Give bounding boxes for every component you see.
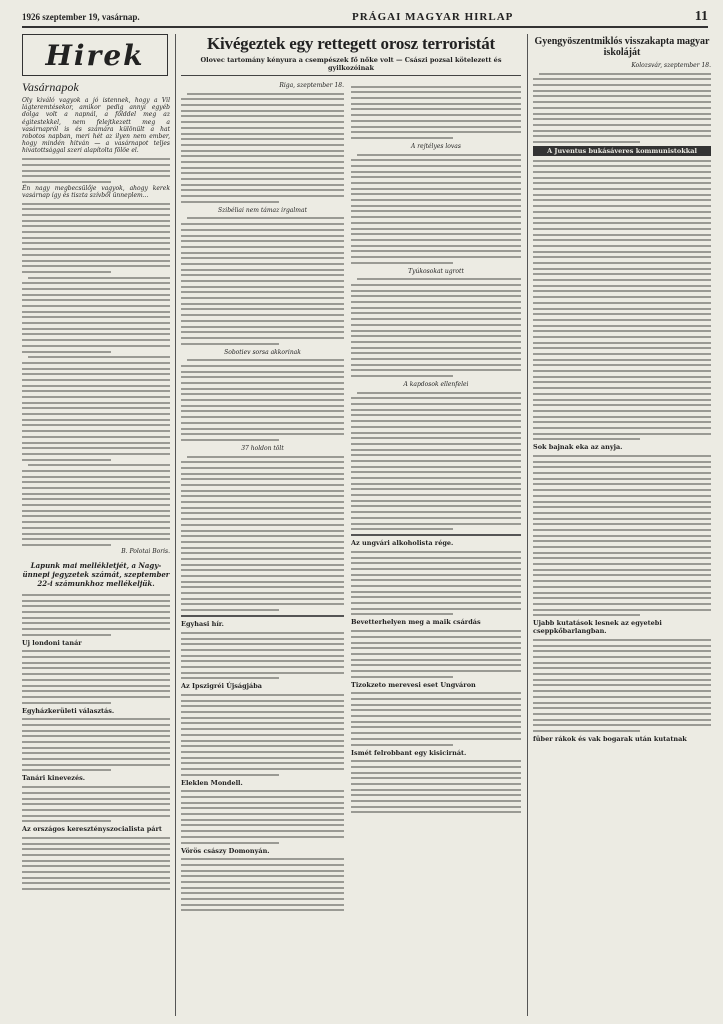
column-hirek	[22, 34, 170, 1016]
column-rule	[175, 34, 176, 1016]
news-item-title: Ujabb kutatások lesnek az egyetebi cseppkőbarlangban.	[533, 619, 662, 636]
article-subhead: A kapdosok ellenfelei	[403, 381, 469, 388]
news-item-title: Az Ipszigréi Újságjába	[181, 682, 262, 691]
news-item-title: Ismét felrobbant egy kisicirnát.	[351, 748, 467, 757]
column-lead-continued	[351, 82, 521, 1016]
news-item-title: Az ungvári alkoholista rége.	[351, 539, 454, 548]
news-item-title: Az országos keresztényszocialista párt	[22, 825, 162, 834]
text-block	[351, 86, 521, 139]
lead-article-headline	[181, 34, 521, 76]
text-block	[351, 630, 521, 678]
feature-signature: B. Polotai Boris.	[121, 547, 170, 555]
text-block	[22, 203, 170, 546]
divider	[181, 615, 344, 617]
text-block	[22, 650, 170, 703]
issue-date: 1926 szeptember 19, vasárnap.	[22, 12, 140, 22]
text-block	[533, 639, 711, 732]
article-subhead: Tyúkosokat ugrott	[408, 267, 464, 275]
dateline: Riga, szeptember 18.	[279, 82, 344, 89]
text-block	[351, 760, 521, 813]
text-block	[533, 73, 711, 143]
news-item-title: Bevetterhelyen meg a maik csárdás	[351, 618, 481, 627]
closing-line: füber rákok és vak bogarak után kutatnak	[533, 734, 687, 743]
article-subhead: Sobotiev sorsa akkorinak	[224, 348, 301, 356]
news-item-title: Sok bajnak eka az anyja.	[533, 443, 623, 452]
text-block	[22, 594, 170, 636]
text-block	[181, 858, 344, 911]
feature-paragraph: Oly kiváló vagyok a jó istennek, hogy a Vil lágteremtésekor, amikor pedig annyi egyéb dolga volt a napnál, a földdel meg az égitestekkel, nem felejtkezett meg a vasárnapról is és számára különült a hat robotos napban, meri hét az ilyen nem ember, hogy mindén hitván — a vasárnapot teljes hivatottsággal szeri alapítolta fölöe el.	[22, 97, 170, 155]
divider	[181, 75, 521, 76]
feature-paragraph: Én nagy megbecsülője vagyok, ahogy kerek vasárnap így és tiszta szívből ünneplem...	[22, 184, 170, 199]
text-block	[351, 692, 521, 745]
news-item-title: Tizokzeto merevesi eset Ungváron	[351, 680, 476, 689]
column-right	[533, 34, 711, 1016]
headline-deck: Olovec tartomány kényura a csempészek fő nőke volt — Császi pozsal kötelezett és gyilkozóinak	[200, 56, 502, 72]
text-block	[533, 160, 711, 441]
text-block	[351, 392, 521, 531]
page-number: 11	[694, 9, 708, 24]
supplement-note: Lapunk mai mellékletjét, a Nagy-ünnepi jegyzetek számát, szeptember 22-i számunkhoz mellékeljük.	[22, 560, 170, 588]
article-subhead: 37 holdon tölt	[241, 444, 284, 452]
article-headline: Gyengyöszentmiklós visszakapta magyar iskoláját	[534, 36, 710, 58]
text-block	[351, 278, 521, 377]
text-block	[351, 551, 521, 616]
text-block	[181, 790, 344, 843]
news-item-title: Eleklen Mondell.	[181, 778, 243, 787]
article-subhead: Szibéliai nem támaz irgalmat	[218, 206, 307, 214]
text-block	[22, 718, 170, 771]
page-header	[22, 9, 708, 28]
section-logo	[22, 34, 168, 76]
news-item-title: Tanári kinevezés.	[22, 774, 86, 783]
divider	[351, 534, 521, 536]
news-item-title: Uj londoni tanár	[22, 638, 82, 647]
article-subhead: A rejtélyes lovas	[411, 142, 461, 150]
news-item-title: Egyházkerületi választás.	[22, 706, 115, 715]
newspaper-name: PRÁGAI MAGYAR HIRLAP	[352, 11, 514, 23]
text-block	[181, 694, 344, 776]
text-block	[22, 837, 170, 890]
section-banner: A Juventus bukásáveres kommunistokkal	[533, 146, 711, 156]
column-lead-article	[181, 82, 344, 1016]
text-block	[22, 786, 170, 822]
feature-title: Vasárnapok	[22, 80, 79, 94]
text-block	[351, 154, 521, 264]
text-block	[181, 359, 344, 441]
section-title: Hirek	[45, 38, 145, 72]
text-block	[181, 456, 344, 612]
text-block	[181, 632, 344, 680]
column-rule	[527, 34, 528, 1016]
text-block	[533, 455, 711, 616]
headline-title: Kivégeztek egy rettegett orosz terroristát	[206, 34, 495, 53]
text-block	[22, 158, 170, 183]
text-block	[181, 93, 344, 203]
text-block	[181, 217, 344, 344]
news-item-title: Egyhasi hír.	[181, 620, 224, 629]
news-item-title: Vörös császy Domonyán.	[181, 846, 270, 855]
dateline: Kolozsvár, szeptember 18.	[631, 62, 711, 69]
